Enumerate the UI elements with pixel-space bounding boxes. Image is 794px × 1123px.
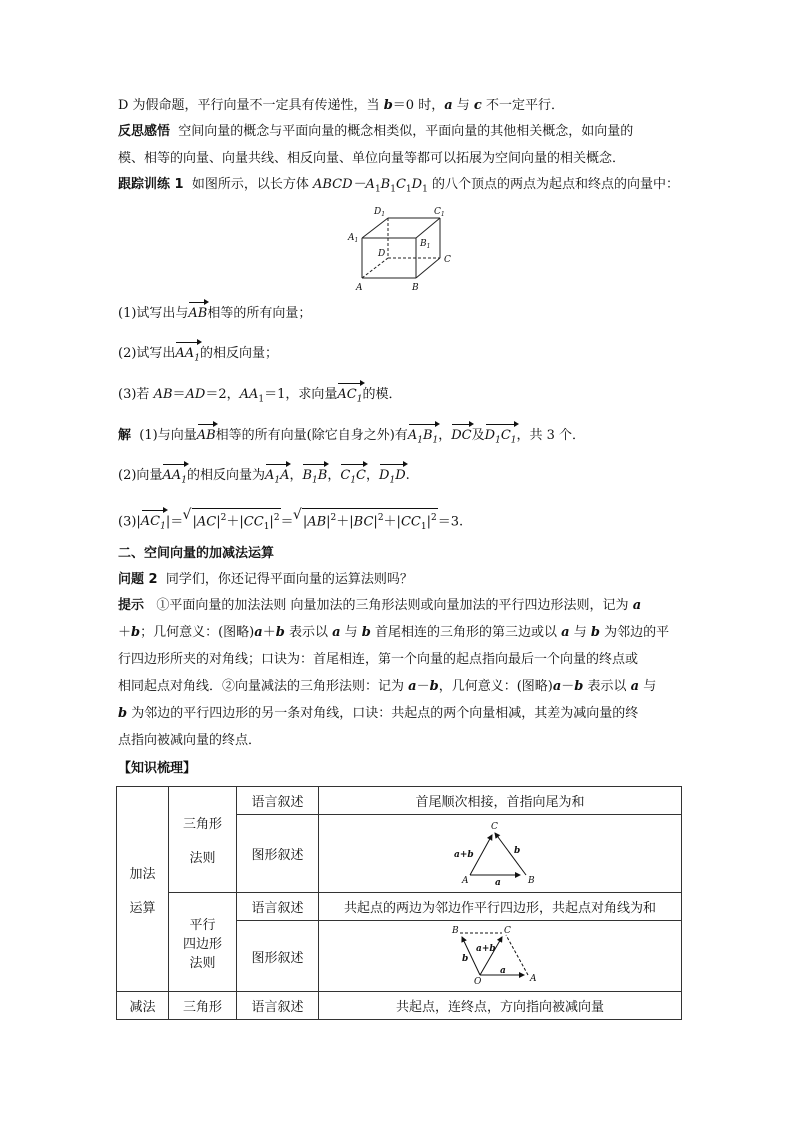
solution-label: 解 [118, 428, 132, 443]
svg-text:b: b [514, 845, 521, 856]
paragraph-conclusion [118, 97, 683, 115]
label-c1: $C_1$ [434, 207, 445, 218]
knowledge-table [116, 786, 682, 1020]
text: 模、相等的向量、向量共线、相反向量、单位向量等都可以拓展为空间向量的相关概念． [118, 151, 626, 166]
text: 不一定平行． [481, 98, 564, 113]
svg-text:a: a [500, 966, 506, 976]
svg-text:b: b [462, 954, 469, 964]
text: 空间向量的概念与平面向量的概念相类似，平面向量的其他相关概念，如向量的 [178, 124, 634, 139]
svg-text:C: C [491, 821, 498, 832]
exercise-line: 跟踪训练 1 如图所示，以长方体 $ABCD-A_1B_1C_1D_1$ 的八个顶点的两点为起点和终点的向量中： [118, 177, 679, 195]
question-2-line: 问题 2 同学们，你还记得平面向量的运算法则吗？ [118, 572, 413, 587]
cell-tri-fig [319, 815, 682, 893]
reflection-label: 反思感悟 [118, 124, 171, 139]
svg-text:a+b: a+b [454, 849, 474, 860]
vector-aa1: $AA_1$ [175, 345, 200, 368]
triangle-rule-figure [450, 819, 550, 885]
var-a: a [444, 98, 453, 113]
var-b: b [383, 98, 393, 113]
parallelogram-rule-figure [450, 923, 550, 985]
shape-name: ABCD－A [312, 177, 375, 192]
text: ＝0 时， [392, 98, 445, 113]
solution-3: $(3)|AC_1|=$ √ $|AC|^2+|CC_1|^2=$ √ $|AB|^2+|BC|^2+|CC_1|^2=3$. [118, 508, 683, 536]
cell-lang-3: 语言叙述 [237, 992, 319, 1020]
svg-text:O: O [474, 977, 482, 985]
cell-para-lang: 共起点的两边为邻边作平行四边形，共起点对角线为和 [319, 893, 682, 921]
hint-line-3: 行四边形所夹的对角线；口诀为：首尾相连，第一个向量的起点指向最后一个向量的终点或 [118, 652, 639, 667]
svg-text:A: A [462, 875, 469, 885]
vector-ab: AB [188, 306, 208, 321]
text: 如图所示，以长方体 [191, 177, 313, 192]
hint-label: 提示 [118, 598, 145, 613]
label-d1: $D_1$ [374, 207, 386, 218]
svg-text:A: A [530, 974, 537, 984]
hint-line-2: ＋b；几何意义：(图略)a＋b 表示以 a 与 b 首尾相连的三角形的第三边或以 a 与 b 为邻边的平 [118, 625, 670, 640]
solution-2: (2)向量$AA_1$的相反向量为$A_1A$，$B_1B$，$C_1C$，$D_1D$. [118, 467, 683, 490]
question2-label: 问题 2 [118, 572, 158, 587]
reflection-line-2 [118, 150, 683, 168]
question-3: (3)若 AB＝AD＝2，$AA_1=1$，求向量$AC_1$的模． [118, 386, 683, 409]
solution-1: 解 (1)与向量AB相等的所有向量(除它自身之外)有$A_1B_1$，DC及$D_1C_1$，共 3 个． [118, 427, 683, 450]
label-b: B [412, 283, 419, 293]
cell-sub-lang: 共起点，连终点，方向指向被减向量 [319, 992, 682, 1020]
question-2: (2)试写出$AA_1$的相反向量； [118, 345, 683, 368]
cell-triangle: 三角形 法则 [169, 787, 237, 893]
cell-fig: 图形叙述 [237, 815, 319, 893]
text: 的八个顶点的两点为起点和终点的向量中： [427, 177, 679, 192]
exercise-label: 跟踪训练 1 [118, 177, 184, 192]
var-c: c [473, 98, 482, 113]
svg-text:C: C [504, 926, 511, 936]
cell-parallelogram: 平行 四边形 法则 [169, 893, 237, 992]
label-a1: $A_1$ [348, 233, 359, 244]
label-d: D [378, 249, 386, 259]
svg-text:a+b: a+b [476, 944, 496, 954]
cell-lang-2: 语言叙述 [237, 893, 319, 921]
cell-fig-2: 图形叙述 [237, 921, 319, 992]
cell-sub: 减法 [117, 992, 169, 1020]
cell-para-fig [319, 921, 682, 992]
svg-text:B: B [452, 926, 459, 936]
svg-text:a: a [495, 877, 501, 885]
section-title: 二、空间向量的加减法运算 [118, 546, 275, 561]
label-b1: $B_1$ [420, 239, 431, 250]
cuboid-figure [340, 200, 470, 295]
hint-line-5: b 为邻边的平行四边形的另一条对角线，口诀：共起点的两个向量相减，其差为减向量的终 [118, 706, 639, 721]
cell-lang: 语言叙述 [237, 787, 319, 815]
hint-line-6: 点指向被减向量的终点． [118, 733, 262, 748]
knowledge-label: 【知识梳理】 [118, 761, 197, 776]
reflection-line-1 [118, 123, 683, 141]
text: D 为假命题，平行向量不一定具有传递性，当 [118, 98, 384, 113]
hint-line-1: 提示 ①平面向量的加法法则 向量加法的三角形法则或向量加法的平行四边形法则，记为 a [118, 598, 642, 613]
label-a: A [356, 283, 363, 293]
svg-text:B: B [528, 875, 535, 885]
text: 与 [452, 98, 474, 113]
cell-sub-tri: 三角形 [169, 992, 237, 1020]
question-1: (1)试写出与AB相等的所有向量； [118, 306, 312, 321]
label-c: C [444, 255, 451, 265]
hint-line-4: 相同起点对角线．②向量减法的三角形法则：记为 a－b，几何意义：(图略)a－b 表示以 a 与 [118, 679, 657, 694]
vector-ac1: $AC_1$ [337, 386, 362, 409]
cell-tri-lang: 首尾顺次相接，首指向尾为和 [319, 787, 682, 815]
cell-add: 加法 运算 [117, 787, 169, 992]
